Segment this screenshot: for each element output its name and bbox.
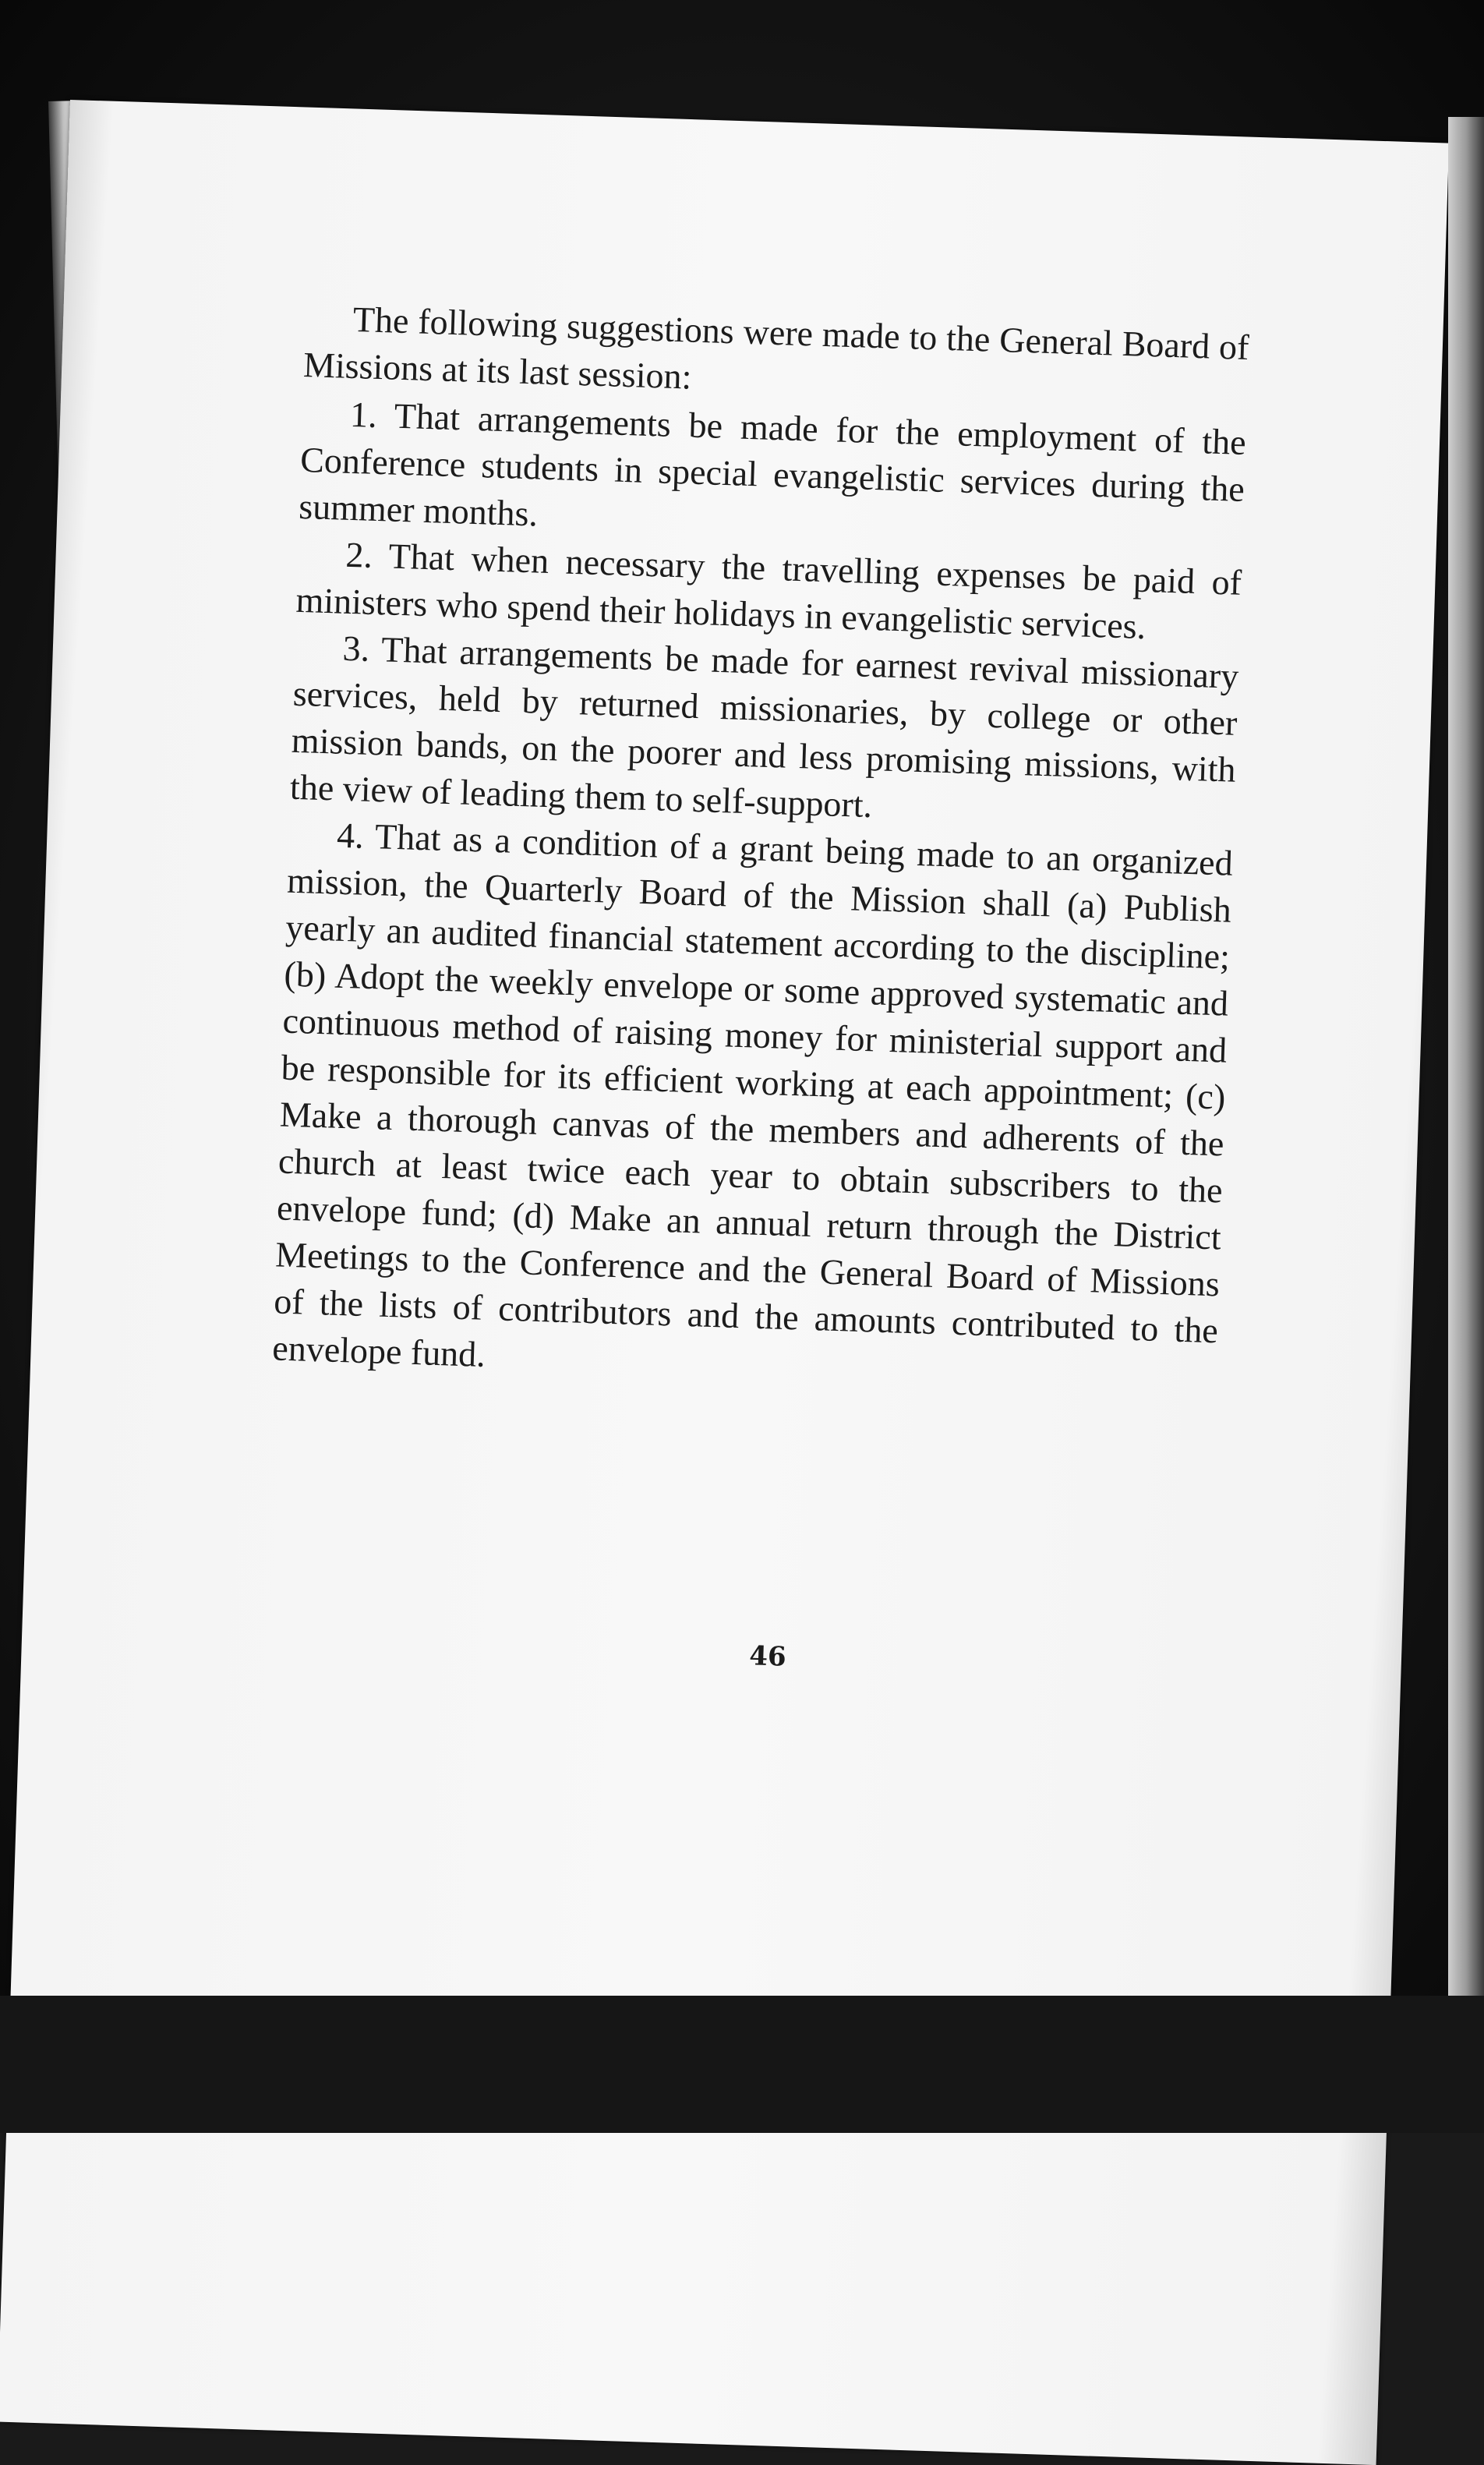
suggestion-3: 3. That arrangements be made for earnest revival missionary services, held by returned missionaries, by college or other mission bands, on the poorer and less promising missions, with the view of leading them to self-support.	[289, 628, 1240, 826]
page-edge-right	[1448, 117, 1484, 2027]
page-text	[262, 295, 1249, 1711]
suggestion-1: 1. That arrangements be made for the employment of the Conference students in special evangelistic services during the summer months.	[298, 394, 1247, 534]
intro-paragraph: The following suggestions were made to the General Board of Missions at its last session:	[302, 299, 1250, 397]
scan-bottom-shadow	[0, 1996, 1484, 2133]
suggestion-2: 2. That when necessary the travelling expenses be paid of ministers who spend their holidays in evangelistic services.	[295, 534, 1242, 647]
suggestion-4: 4. That as a condition of a grant being made to an organized mission, the Quarterly Board of the Mission shall (a) Publish yearly an audited financial statement according to the discipline; (b) Adopt the weekly envelope or some approved systematic and continuous method of raising money for ministerial support and be responsible for its efficient working at each appointment; (c) Make a thorough canvas of the members and adherents of the church at least twice each year to obtain subscribers to the envelope fund; (d) Make an annual return through the District Meetings to the Conference and the General Board of Missions of the lists of contributors and the amounts contributed to the envelope fund.	[271, 815, 1234, 1374]
page-number: 46	[748, 1640, 787, 1673]
